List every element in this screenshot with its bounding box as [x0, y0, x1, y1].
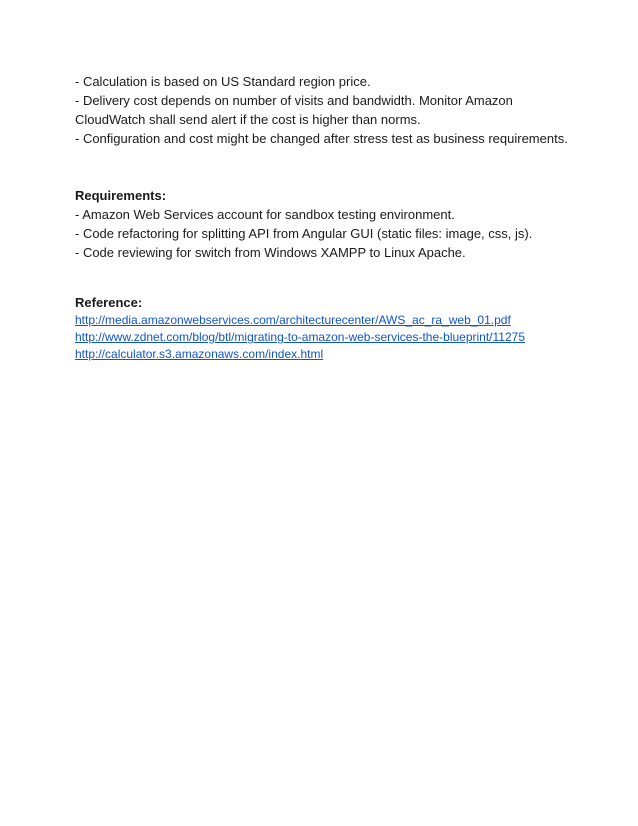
requirements-heading: Requirements:: [75, 188, 167, 203]
requirement-item: - Code reviewing for switch from Windows XAMPP to Linux Apache.: [75, 245, 466, 260]
note-line: - Calculation is based on US Standard region price.: [75, 74, 371, 89]
note-line: CloudWatch shall send alert if the cost is higher than norms.: [75, 112, 421, 127]
document-content: [75, 72, 575, 363]
requirement-item: - Code refactoring for splitting API from Angular GUI (static files: image, css, js).: [75, 226, 533, 241]
spacer: [75, 262, 575, 293]
requirement-item: - Amazon Web Services account for sandbox testing environment.: [75, 207, 455, 222]
reference-link-zdnet-blueprint[interactable]: http://www.zdnet.com/blog/btl/migrating-to-amazon-web-services-the-blueprint/11275: [75, 330, 525, 344]
reference-heading: Reference:: [75, 295, 143, 310]
reference-link-aws-whitepaper[interactable]: http://media.amazonwebservices.com/architecturecenter/AWS_ac_ra_web_01.pdf: [75, 313, 511, 327]
spacer: [75, 148, 575, 186]
note-line: - Delivery cost depends on number of visits and bandwidth. Monitor Amazon: [75, 93, 513, 108]
note-line: - Configuration and cost might be changed after stress test as business requirements.: [75, 131, 568, 146]
reference-link-aws-calculator[interactable]: http://calculator.s3.amazonaws.com/index.html: [75, 347, 324, 361]
